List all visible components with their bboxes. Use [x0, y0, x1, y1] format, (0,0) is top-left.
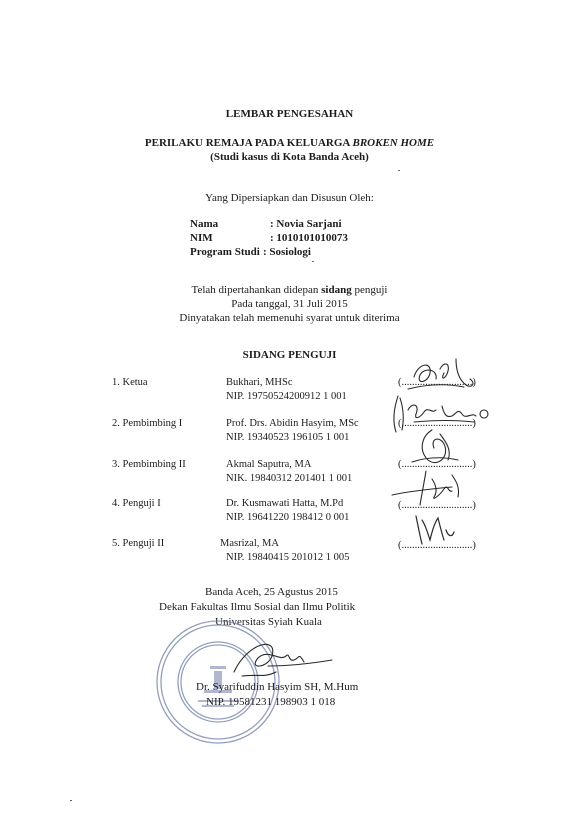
member-2-name: Prof. Drs. Abidin Hasyim, MSc	[226, 418, 359, 429]
approval-position: Dekan Fakultas Ilmu Sosial dan Ilmu Politik	[159, 601, 356, 613]
scan-speck	[398, 170, 400, 171]
member-4-id: NIP. 19641220 198412 0 001	[226, 512, 350, 523]
member-4-signature	[386, 465, 470, 511]
thesis-title-italic: BROKEN HOME	[352, 137, 435, 149]
approval-place-date: Banda Aceh, 25 Agustus 2015	[205, 586, 338, 598]
member-5-role: 5. Penguji II	[112, 538, 165, 549]
member-2-signature-line: (...........................)	[398, 418, 476, 429]
defense-sidang-word: sidang	[321, 284, 352, 296]
scan-speck	[70, 800, 72, 801]
member-3-signature-line: (...........................)	[398, 459, 476, 470]
member-2-role: 2. Pembimbing I	[112, 418, 183, 429]
member-5-signature-line: (...........................)	[398, 540, 476, 551]
member-5-signature	[412, 506, 462, 546]
member-1-signature	[404, 355, 484, 395]
student-program-label: Program Studi	[190, 246, 260, 258]
member-3-role: 3. Pembimbing II	[112, 459, 186, 470]
member-3-name: Akmal Saputra, MA	[226, 459, 312, 470]
thesis-title	[0, 137, 579, 149]
member-5-name: Masrizal, MA	[220, 538, 279, 549]
member-1-role: 1. Ketua	[112, 377, 148, 388]
member-1-name: Bukhari, MHSc	[226, 377, 293, 388]
member-2-id: NIP. 19340523 196105 1 001	[226, 432, 350, 443]
member-3-id: NIK. 19840312 201401 1 001	[226, 473, 353, 484]
member-4-name: Dr. Kusmawati Hatta, M.Pd	[226, 498, 344, 509]
defense-line-3: Dinyatakan telah memenuhi syarat untuk diterima	[179, 312, 400, 324]
student-nim-value: : 1010101010073	[270, 232, 348, 244]
student-program-value: : Sosiologi	[263, 246, 311, 258]
dean-id: NIP. 19581231 198903 1 018	[206, 696, 336, 708]
scan-speck	[312, 261, 314, 262]
member-1-signature-line: (...........................)	[398, 377, 476, 388]
thesis-title-plain: PERILAKU REMAJA PADA KELUARGA	[144, 137, 353, 149]
member-4-signature-line: (...........................)	[398, 500, 476, 511]
member-4-role: 4. Penguji I	[112, 498, 161, 509]
student-name-value: : Novia Sarjani	[270, 218, 342, 230]
page-title: LEMBAR PENGESAHAN	[225, 108, 354, 120]
defense-line-1: Telah dipertahankan didepan sidang penguji	[191, 284, 388, 296]
student-nim-label: NIM	[190, 232, 213, 244]
dean-name: Dr. Syarifuddin Hasyim SH, M.Hum	[196, 681, 359, 693]
approval-institution: Universitas Syiah Kuala	[215, 616, 322, 628]
defense-line-2: Pada tanggal, 31 Juli 2015	[231, 298, 348, 310]
member-5-id: NIP. 19840415 201012 1 005	[226, 552, 350, 563]
member-1-id: NIP. 19750524200912 1 001	[226, 391, 347, 402]
thesis-subtitle: (Studi kasus di Kota Banda Aceh)	[210, 151, 369, 163]
committee-heading: SIDANG PENGUJI	[242, 349, 337, 361]
student-name-label: Nama	[190, 218, 219, 230]
prepared-by-text: Yang Dipersiapkan dan Disusun Oleh:	[205, 192, 374, 204]
